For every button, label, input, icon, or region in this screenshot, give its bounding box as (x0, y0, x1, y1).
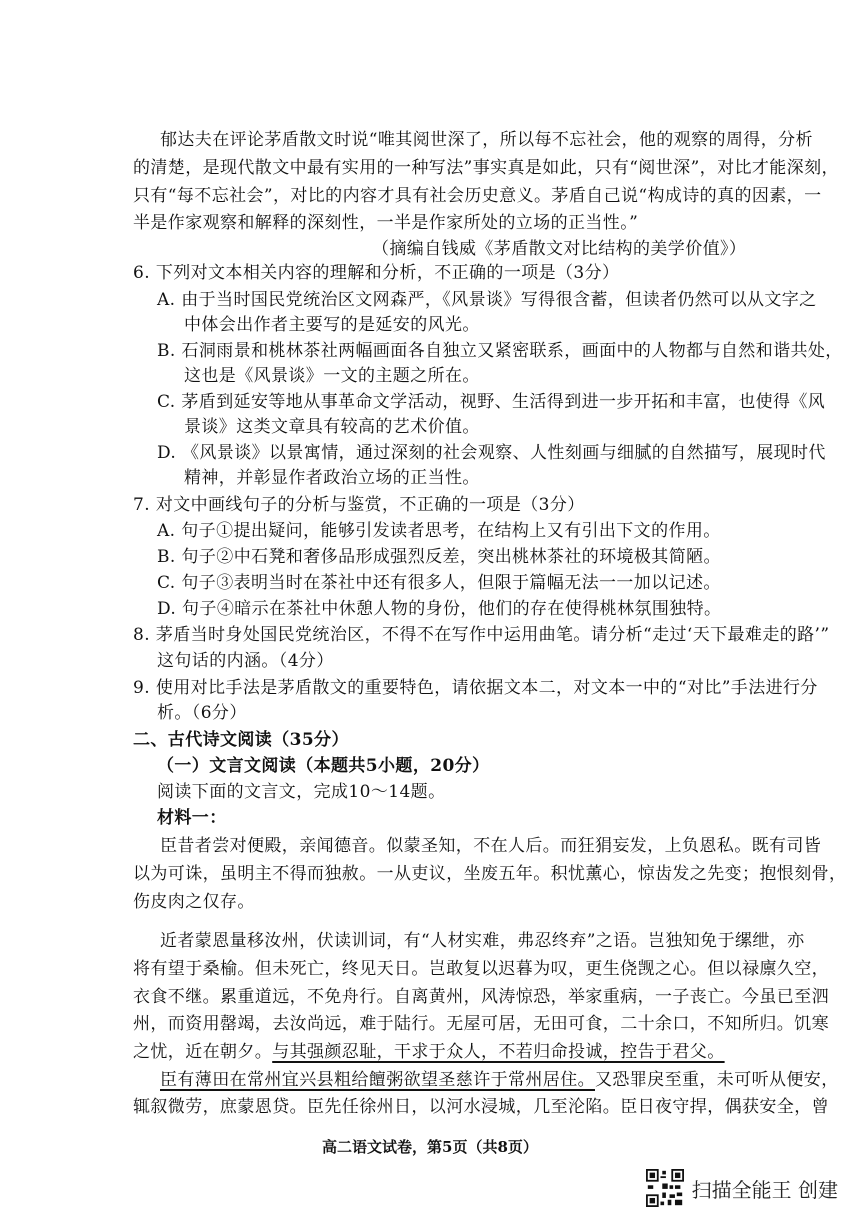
classical-p2-line-2: 将有望于桑榆。但未死亡，终见天日。岂敢复以迟暮为叹，更生侥觊之心。但以禄廪久空， (133, 959, 829, 979)
q6-option-b-line-1: B. 石洞雨景和桃林茶社两幅画面各自独立又紧密联系，画面中的人物都与自然和谐共处， (157, 341, 843, 361)
q7-option-b: B. 句子②中石凳和奢侈品形成强烈反差，突出桃林茶社的环境极其简陋。 (157, 547, 721, 567)
q6-option-c-line-2: 景谈》这类文章具有较高的艺术价值。 (184, 417, 480, 437)
classical-p2-line-1: 近者蒙恩量移汝州，伏读训词，有“人材实难，弗忍终弃”之语。岂独知免于缧绁，亦 (160, 931, 805, 951)
classical-p2-plain: 之忧，近在朝夕。 (133, 1042, 273, 1062)
scanner-watermark (646, 1169, 838, 1207)
q9-line-2: 析。（6分） (157, 703, 247, 723)
classical-p1-line-2: 以为可诛，虽明主不得而独赦。一从吏议，坐废五年。积忧薰心，惊齿发之先变；抱恨刻骨， (133, 864, 847, 884)
subsection-heading: （一）文言文阅读（本题共5小题，20分） (157, 756, 490, 776)
classical-p3-line-2: 辄叙微劳，庶蒙恩贷。臣先任徐州日，以河水浸城，几至沦陷。臣日夜守捍，偶获安全，曾 (133, 1097, 829, 1117)
classical-p2-line-3: 衣食不继。累重道远，不免舟行。自离黄州，风涛惊恐，举家重病，一子丧亡。今虽已至泗 (133, 987, 829, 1007)
q7-stem: 7. 对文中画线句子的分析与鉴赏，不正确的一项是（3分） (133, 495, 585, 515)
page-footer: 高二语文试卷，第5页（共8页） (322, 1138, 538, 1156)
instruction-text: 阅读下面的文言文，完成10～14题。 (157, 782, 446, 802)
q7-option-c: C. 句子③表明当时在茶社中还有很多人，但限于篇幅无法一一加以记述。 (157, 573, 721, 593)
q6-option-b-line-2: 这也是《风景谈》一文的主题之所在。 (184, 366, 480, 386)
material-label: 材料一： (157, 808, 227, 828)
q6-option-a-line-1: A. 由于当时国民党统治区文网森严，《风景谈》写得很含蓄，但读者仍然可以从文字之 (157, 290, 817, 310)
qr-code-icon (646, 1169, 684, 1207)
para1-line-3: 只有“每不忘社会”，对比的内容才具有社会历史意义。茅盾自己说“构成诗的真的因素，一 (133, 186, 822, 206)
q7-option-a: A. 句子①提出疑问，能够引发读者思考，在结构上又有引出下文的作用。 (157, 521, 721, 541)
q6-option-a-line-2: 中体会出作者主要写的是延安的风光。 (184, 315, 480, 335)
source-citation: （摘编自钱威《茅盾散文对比结构的美学价值》） (372, 239, 747, 259)
classical-p3-rest: 又恐罪戾至重，未可听从便安， (595, 1070, 839, 1090)
classical-p1-line-1: 臣昔者尝对便殿，亲闻德音。似蒙圣知，不在人后。而狂狷妄发，上负恩私。既有司皆 (160, 836, 822, 856)
q8-line-1: 8. 茅盾当时身处国民党统治区，不得不在写作中运用曲笔。请分析“走过‘天下最难走的路’” (133, 625, 830, 645)
classical-p2-line-5 (133, 1040, 725, 1064)
q7-option-d: D. 句子④暗示在茶社中休憩人物的身份，他们的存在使得桃林氛围独特。 (157, 599, 722, 619)
q6-option-d-line-2: 精神，并彰显作者政治立场的正当性。 (184, 468, 480, 488)
classical-p3-line-1 (160, 1068, 839, 1092)
para1-line-1: 郁达夫在评论茅盾散文时说“唯其阅世深了，所以每不忘社会，他的观察的周得，分析 (160, 130, 813, 150)
para1-line-4: 半是作家观察和解释的深刻性，一半是作家所处的立场的正当性。” (133, 213, 639, 233)
q9-line-1: 9. 使用对比手法是茅盾散文的重要特色，请依据文本二，对文本一中的“对比”手法进行分 (133, 678, 818, 698)
para1-line-2: 的清楚，是现代散文中最有实用的一种写法”事实真是如此，只有“阅世深”，对比才能深刻， (133, 158, 839, 178)
underlined-sentence-2: 臣有薄田在常州宜兴县粗给饘粥欲望圣慈许于常州居住。 (160, 1070, 595, 1090)
classical-p2-line-4: 州，而资用罄竭，去汝尚远，难于陆行。无屋可居，无田可食，二十余口，不知所归。饥寒 (133, 1014, 829, 1034)
q6-stem: 6. 下列对文本相关内容的理解和分析，不正确的一项是（3分） (133, 263, 620, 283)
watermark-text: 扫描全能王 创建 (691, 1177, 838, 1202)
q6-option-c-line-1: C. 茅盾到延安等地从事革命文学活动，视野、生活得到进一步开拓和丰富，也使得《风 (157, 392, 826, 412)
q6-option-d-line-1: D. 《风景谈》以景寓情，通过深刻的社会观察、人性刻画与细腻的自然描写，展现时代 (157, 443, 826, 463)
section-heading: 二、古代诗文阅读（35分） (133, 730, 349, 750)
classical-p1-line-3: 伤皮肉之仅存。 (133, 892, 255, 912)
q8-line-2: 这句话的内涵。（4分） (157, 651, 334, 671)
underlined-sentence-1: 与其强颜忍耻，干求于众人，不若归命投诚，控告于君父。 (272, 1042, 725, 1062)
